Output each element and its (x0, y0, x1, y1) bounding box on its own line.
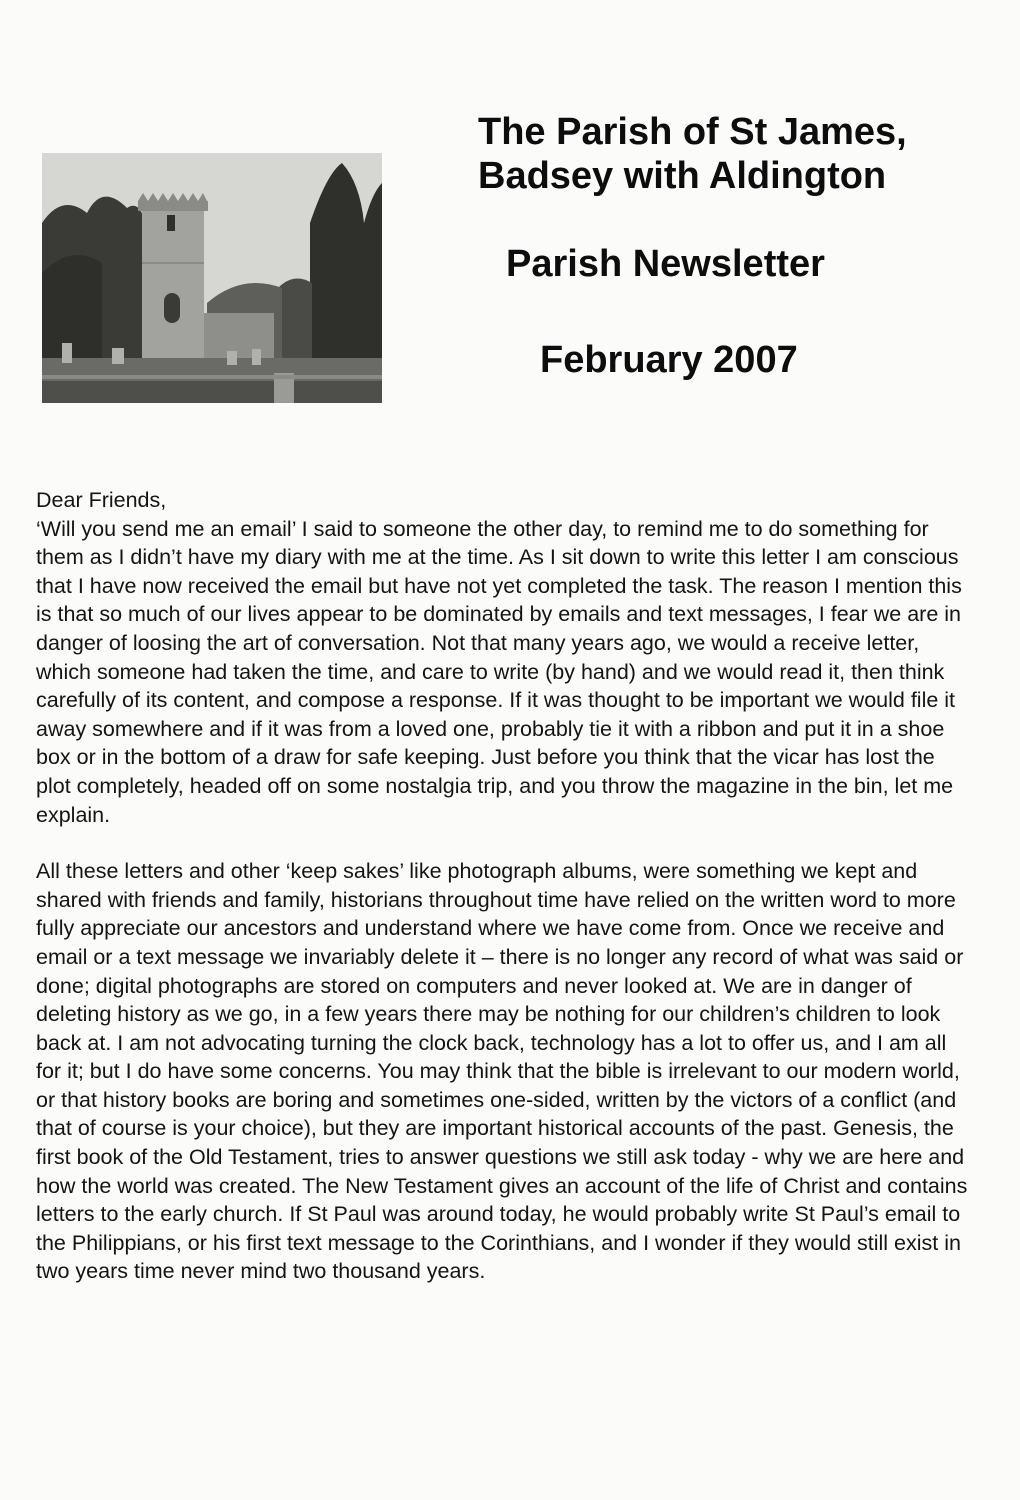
parish-name (478, 110, 998, 198)
church-photo (42, 153, 382, 403)
church-photo-icon (42, 153, 382, 403)
newsletter-heading (478, 110, 998, 382)
newsletter-title: Parish Newsletter (506, 243, 825, 285)
letter-salutation: Dear Friends, (36, 488, 167, 512)
issue-date: February 2007 (540, 339, 798, 381)
vicar-letter (36, 486, 968, 1286)
parish-name-line1: The Parish of St James, (478, 111, 907, 153)
letter-paragraph-1: ‘Will you send me an email’ I said to someone the other day, to remind me to do something for them as I didn’t have my diary with me at the time. As I sit down to write this letter I am conscious that I have now received the email but have not yet completed the task. The reason I mention this is that so much of our lives appear to be dominated by emails and text messages, I fear we are in danger of loosing the art of conversation. Not that many years ago, we would a receive letter, which someone had taken the time, and care to write (by hand) and we would read it, then think carefully of its content, and compose a response. If it was thought to be important we would file it away somewhere and if it was from a loved one, probably tie it with a ribbon and put it in a shoe box or in the bottom of a draw for safe keeping. Just before you think that the vicar has lost the plot completely, headed off on some nostalgia trip, and you throw the magazine in the bin, let me explain. (36, 516, 962, 827)
parish-name-line2: Badsey with Aldington (478, 155, 887, 197)
letter-paragraph-2: All these letters and other ‘keep sakes’ like photograph albums, were something we kept and shared with friends and family, historians throughout time have relied on the written word to more fully appreciate our ancestors and understand where we have come from. Once we receive and email or a text message we invariably delete it – there is no longer any record of what was said or done; digital photographs are stored on computers and never looked at. We are in danger of deleting history as we go, in a few years there may be nothing for our children’s children to look back at. I am not advocating turning the clock back, technology has a lot to offer us, and I am all for it; but I do have some concerns. You may think that the bible is irrelevant to our modern world, or that history books are boring and sometimes one-sided, written by the victors of a conflict (and that of course is your choice), but they are important historical accounts of the past. Genesis, the first book of the Old Testament, tries to answer questions we still ask today - why we are here and how the world was created. The New Testament gives an account of the life of Christ and contains letters to the early church. If St Paul was around today, he would probably write St Paul’s email to the Philippians, or his first text message to the Corinthians, and I wonder if they would still exist in two years time never mind two thousand years. (36, 859, 968, 1284)
